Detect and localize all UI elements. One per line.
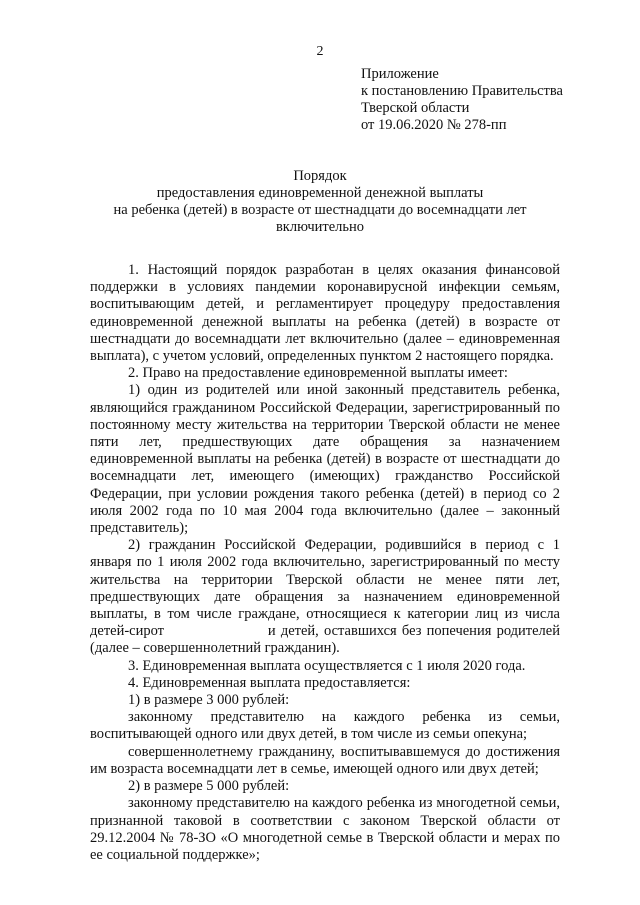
title-line: предоставления единовременной денежной выплаты [156,185,484,201]
paragraph: 1) в размере 3 000 рублей: [128,692,290,709]
document-body [90,262,564,864]
appendix-header [361,66,563,134]
appendix-line: Приложение [361,66,439,82]
paragraph: 1) один из родителей или иной законный представитель ребенка, являющийся гражданином Российской Федерации, зарегистрированный по постоянному месту жительства на территории Тверской области не менее пяти лет, предшествующих дате обращения за назначением единовременной выплаты на ребенка (детей) в возрасте от шестнадцати до восемнадцати лет, имеющего (имеющих) гражданство Российской Федерации, при условии рождения такого ребенка (детей) в период со 2 июля 2002 года по 10 мая 2004 года включительно (далее – законный представитель); [90,382,560,537]
paragraph: 2) гражданин Российской Федерации, родившийся в период с 1 января по 1 июля 2002 года включительно, зарегистрированный по месту жительства на территории Тверской области не менее пяти лет, предшествующих дате обращения за назначением единовременной выплаты, в том числе граждане, относящиеся к категории лиц из числа детей-сирот и детей, оставшихся без попечения родителей (далее – совершеннолетний гражданин). [90,537,564,657]
paragraph: законному представителю на каждого ребенка из семьи, воспитывающей одного или двух детей, в том числе из семьи опекуна; [90,709,560,743]
document-title [60,168,580,236]
appendix-line: к постановлению Правительства [361,83,563,99]
paragraph: 1. Настоящий порядок разработан в целях оказания финансовой поддержки в условиях пандемии коронавирусной инфекции семьям, воспитывающим детей, и регламентирует процедуру предоставления единовременной денежной выплаты на ребенка (детей) в возрасте от шестнадцати до восемнадцати лет включительно (далее – единовременная выплата), с учетом условий, определенных пунктом 2 настоящего порядка. [90,262,560,365]
paragraph: 2. Право на предоставление единовременной выплаты имеет: [128,365,508,382]
paragraph: 4. Единовременная выплата предоставляется: [128,674,411,691]
title-line: Порядок [293,168,347,184]
paragraph: законному представителю на каждого ребенка из многодетной семьи, признанной таковой в соответствии с законом Тверской области от 29.12.2004 № 78-ЗО «О многодетной семье в Тверской области и мерах по ее социальной поддержке»; [90,795,560,863]
title-line: на ребенка (детей) в возрасте от шестнадцати до восемнадцати лет [113,202,527,218]
paragraph: совершеннолетнему гражданину, воспитывавшемуся до достижения им возраста восемнадцати лет в семье, имеющей одного или двух детей; [90,743,560,777]
appendix-line: Тверской области [361,100,470,116]
page-number: 2 [316,44,324,59]
appendix-line: от 19.06.2020 № 278-пп [361,117,507,133]
paragraph: 2) в размере 5 000 рублей: [128,778,290,795]
paragraph: 3. Единовременная выплата осуществляется с 1 июля 2020 года. [128,657,526,674]
title-line: включительно [275,219,365,235]
